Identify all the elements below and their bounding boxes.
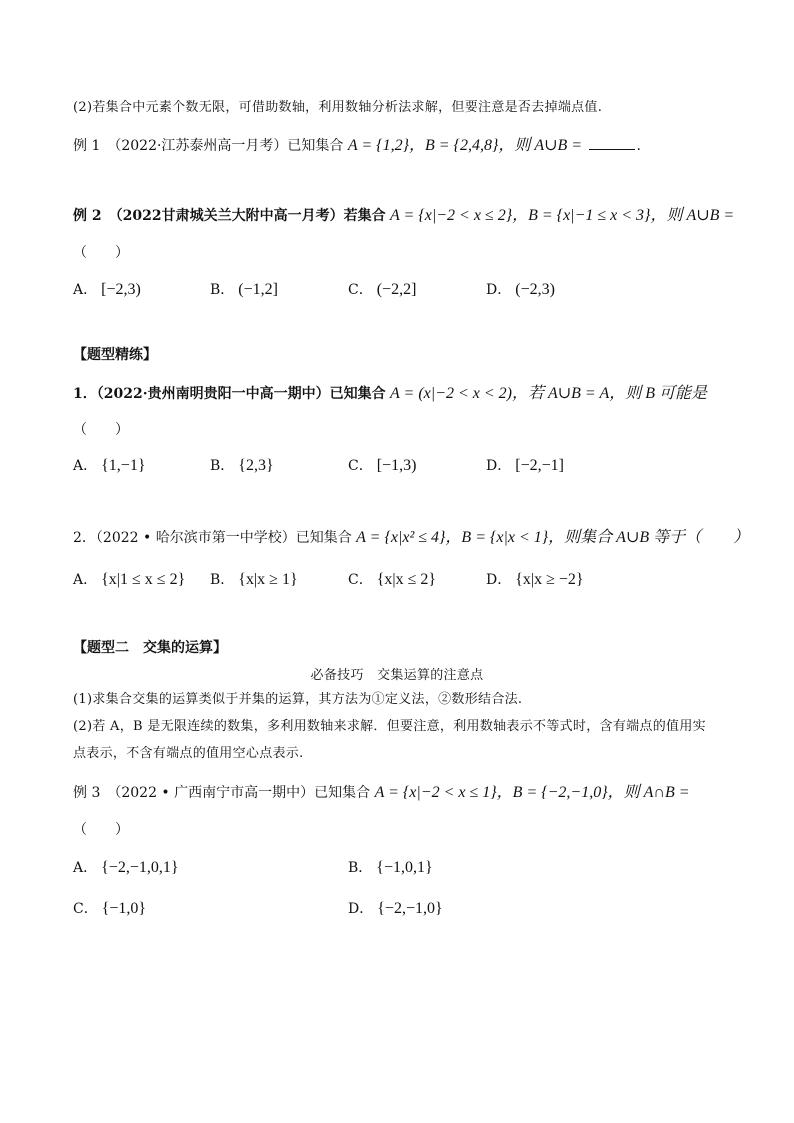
option-label: C． [348,572,373,588]
question-2-option-c[interactable] [348,569,436,591]
question-2-text: 2．（2022 • 哈尔滨市第一中学校）已知集合 [73,530,352,546]
option-label: A． [73,282,98,298]
skill-point-2b: 点表示，不含有端点的值用空心点表示. [73,746,304,761]
option-label: C． [348,282,373,298]
option-label: B． [210,458,235,474]
option-label: B． [210,282,235,298]
option-label: C． [348,458,373,474]
example-3-option-d[interactable] [348,898,443,920]
question-2 [73,528,749,548]
question-1 [73,384,707,404]
question-1-paren: （ ） [73,422,129,438]
option-value: (−2,3) [515,281,555,298]
option-value: {−2,−1,0,1} [101,859,179,876]
question-2-math: A = {x|x² ≤ 4}，B = {x|x < 1}，则集合 A∪B 等于（ ） [356,529,750,546]
section-practice-title: 【题型精练】 [73,347,157,363]
answer-blank[interactable] [589,135,635,150]
option-value: {x|1 ≤ x ≤ 2} [101,571,186,588]
option-label: D． [348,901,374,917]
option-label: C． [73,901,98,917]
option-label: B． [210,572,235,588]
example-2-option-c[interactable] [348,279,416,301]
question-2-option-b[interactable] [210,569,298,591]
option-label: B． [348,860,373,876]
example-2-option-d[interactable] [486,279,555,301]
example-3 [73,783,690,803]
skill-title: 必备技巧 交集运算的注意点 [310,668,484,683]
question-1-math: A = (x|−2 < x < 2)，若 A∪B = A，则 B 可能是 [390,385,707,402]
example-3-option-b[interactable] [348,857,433,879]
option-value: [−2,3) [101,281,141,298]
intro-note: (2)若集合中元素个数无限，可借助数轴，利用数轴分析法求解，但要注意是否去掉端点值. [73,100,603,115]
example-2-text: 例 2 （2022甘肃城关兰大附中高一月考）若集合 [73,208,386,224]
example-3-paren: （ ） [73,822,129,838]
question-2-option-d[interactable] [486,569,584,591]
option-value: {x|x ≥ 1} [238,571,298,588]
option-value: {2,3} [238,457,274,474]
option-value: {x|x ≥ −2} [515,571,584,588]
skill-point-2a: (2)若 A，B 是无限连续的数集，多利用数轴来求解．但要注意，利用数轴表示不等式时，含有端点的值用实 [73,719,706,734]
example-2-option-b[interactable] [210,279,278,301]
example-1-end: . [636,138,641,154]
question-2-option-a[interactable] [73,569,185,591]
example-2-option-a[interactable] [73,279,141,301]
option-label: D． [486,458,512,474]
option-label: A． [73,458,98,474]
example-1 [73,135,641,156]
option-label: D． [486,282,512,298]
question-1-option-b[interactable] [210,455,274,477]
option-value: {1,−1} [101,457,146,474]
option-value: [−2,−1] [515,457,564,474]
example-2-math: A = {x|−2 < x ≤ 2}，B = {x|−1 ≤ x < 3}，则 A∪B = [390,207,735,224]
option-label: D． [486,572,512,588]
option-value: (−2,2] [376,281,417,298]
question-1-option-c[interactable] [348,455,416,477]
example-2-paren: （ ） [73,245,129,261]
option-value: (−1,2] [238,281,278,298]
example-2 [73,206,734,226]
option-value: {−1,0} [101,900,147,917]
option-value: {−2,−1,0} [377,900,443,917]
skill-point-1: (1)求集合交集的运算类似于并集的运算，其方法为①定义法，②数形结合法. [73,692,523,707]
question-1-text: 1．（2022·贵州南明贵阳一中高一期中）已知集合 [73,386,386,402]
example-3-text: 例 3 （2022 • 广西南宁市高一期中）已知集合 [73,785,371,801]
example-3-option-c[interactable] [73,898,146,920]
option-value: {x|x ≤ 2} [376,571,437,588]
section-2-title: 【题型二 交集的运算】 [73,640,227,656]
example-1-math: A = {1,2}，B = {2,4,8}，则 A∪B = [347,137,583,154]
example-3-math: A = {x|−2 < x ≤ 1}，B = {−2,−1,0}，则 A∩B = [374,784,690,801]
example-1-text: 例 1 （2022·江苏泰州高一月考）已知集合 [73,138,344,154]
option-value: {−1,0,1} [376,859,433,876]
option-value: [−1,3) [376,457,417,474]
question-1-option-a[interactable] [73,455,146,477]
example-3-option-a[interactable] [73,857,179,879]
question-1-option-d[interactable] [486,455,564,477]
option-label: A． [73,860,98,876]
option-label: A． [73,572,98,588]
